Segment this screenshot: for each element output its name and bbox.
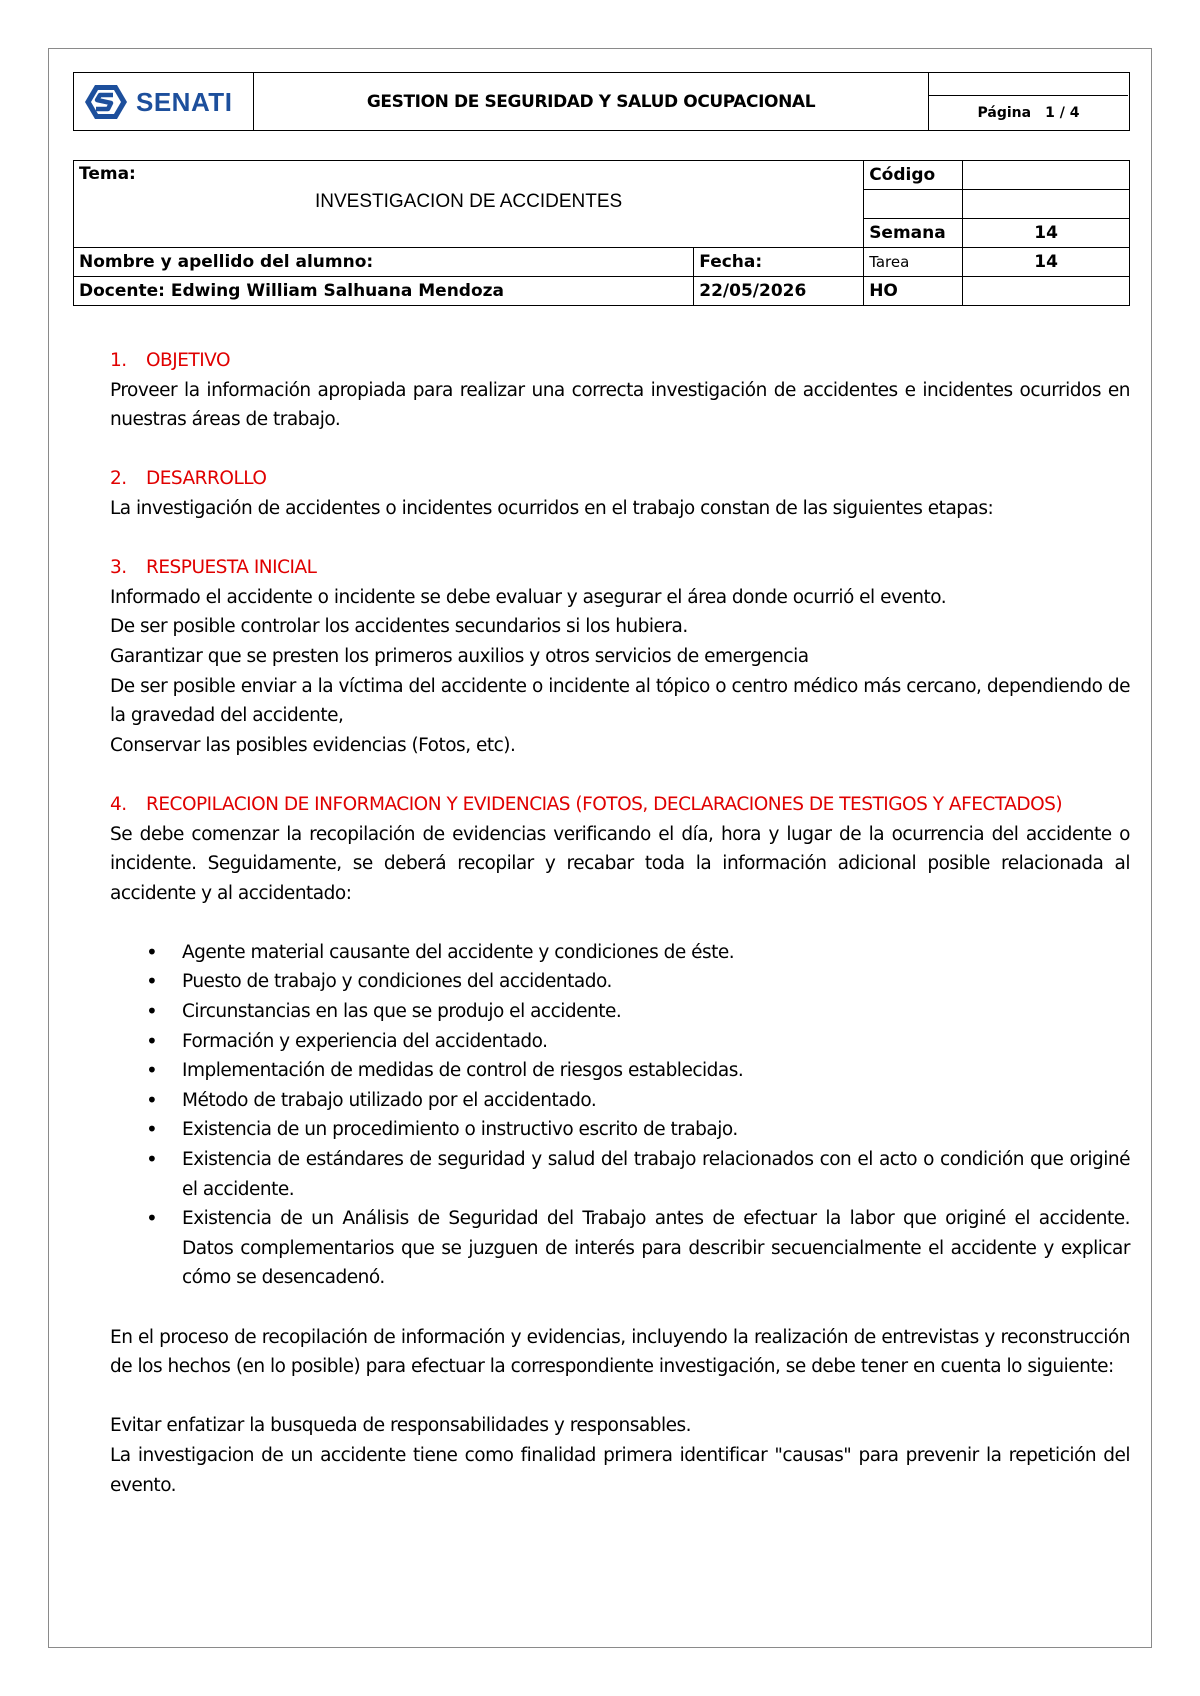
objetivo-text: Proveer la información apropiada para realizar una correcta investigación de accidentes e incidentes ocurridos en nuestras áreas de trabajo.: [110, 379, 1130, 431]
document-body: [110, 346, 1130, 1500]
respuesta-line: Garantizar que se presten los primeros auxilios y otros servicios de emergencia: [110, 645, 809, 667]
recopilacion-text: Se debe comenzar la recopilación de evidencias verificando el día, hora y lugar de la ocurrencia del accidente o incidente. Seguidamente, se deberá recopilar y recabar toda la información adicional posible relacionada al accidente y al accidentado:: [110, 823, 1130, 904]
header-right-top: [929, 73, 1128, 96]
fecha-value: 22/05/2026: [694, 277, 864, 306]
blank-cell: [864, 190, 963, 219]
section-title-recopilacion: 4. RECOPILACION DE INFORMACION Y EVIDENCIAS (FOTOS, DECLARACIONES DE TESTIGOS Y AFECTADOS): [110, 793, 1063, 815]
semana-label: Semana: [864, 219, 963, 248]
tarea-label: Tarea: [864, 248, 963, 277]
tema-cell: [74, 161, 864, 248]
codigo-label: Código: [864, 161, 963, 190]
senati-emblem-icon: [84, 83, 128, 121]
list-item: • Circunstancias en las que se produjo el accidente.: [146, 997, 1130, 1027]
logo-text: SENATI: [136, 86, 233, 117]
semana-value: 14: [963, 219, 1130, 248]
desarrollo-text: La investigación de accidentes o incidentes ocurridos en el trabajo constan de las siguientes etapas:: [110, 497, 994, 519]
section-title-objetivo: 1. OBJETIVO: [110, 350, 231, 371]
logo-cell: [74, 73, 254, 130]
list-item: • Existencia de estándares de seguridad y salud del trabajo relacionados con el acto o condición que originé el accidente.: [146, 1145, 1130, 1204]
list-item: • Formación y experiencia del accidentado.: [146, 1027, 1130, 1057]
section-title-respuesta-inicial: 3. RESPUESTA INICIAL: [110, 557, 317, 579]
evidence-list: [110, 938, 1130, 1293]
info-table: [73, 160, 1130, 306]
document-header: [73, 72, 1130, 131]
tema-label: Tema:: [79, 164, 136, 184]
respuesta-line: De ser posible controlar los accidentes secundarios si los hubiera.: [110, 616, 688, 638]
section-title-desarrollo: 2. DESARROLLO: [110, 468, 267, 490]
list-item: • Agente material causante del accidente y condiciones de éste.: [146, 938, 1130, 968]
document-title: INVESTIGACION DE ACCIDENTES: [314, 191, 623, 212]
fecha-label: Fecha:: [694, 248, 864, 277]
list-item: • Existencia de un procedimiento o instructivo escrito de trabajo.: [146, 1115, 1130, 1145]
page-indicator: [929, 96, 1128, 130]
respuesta-line: Conservar las posibles evidencias (Fotos, etc).: [110, 734, 516, 756]
tarea-value: 14: [963, 248, 1130, 277]
respuesta-line: Informado el accidente o incidente se debe evaluar y asegurar el área donde ocurrió el evento.: [110, 586, 947, 608]
page-label: Página: [977, 105, 1032, 121]
header-right-cell: [929, 73, 1128, 130]
ho-value: [963, 277, 1130, 306]
codigo-value: [963, 161, 1130, 190]
header-title: GESTION DE SEGURIDAD Y SALUD OCUPACIONAL: [254, 73, 929, 130]
blank-cell: [963, 190, 1130, 219]
senati-logo: [84, 83, 232, 121]
list-item: • Existencia de un Análisis de Seguridad del Trabajo antes de efectuar la labor que originé el accidente. Datos complementarios que se juzguen de interés para describir secuencialmente el accidente y explicar cómo se desencadenó.: [146, 1204, 1130, 1293]
list-item: • Método de trabajo utilizado por el accidentado.: [146, 1086, 1130, 1116]
list-item: • Puesto de trabajo y condiciones del accidentado.: [146, 967, 1130, 997]
finalidad-paragraph: La investigacion de un accidente tiene como finalidad primera identificar "causas" para prevenir la repetición del evento.: [110, 1444, 1130, 1496]
list-item: • Implementación de medidas de control de riesgos establecidas.: [146, 1056, 1130, 1086]
docente-label: Docente: Edwing William Salhuana Mendoza: [74, 277, 694, 306]
alumno-label: Nombre y apellido del alumno:: [74, 248, 694, 277]
page-value: 1 / 4: [1045, 105, 1080, 121]
respuesta-line: De ser posible enviar a la víctima del accidente o incidente al tópico o centro médico más cercano, dependiendo de la gravedad del accidente,: [110, 675, 1130, 727]
proceso-paragraph: En el proceso de recopilación de información y evidencias, incluyendo la realización de entrevistas y reconstrucción de los hechos (en lo posible) para efectuar la correspondiente investigación, se debe tener en cuenta lo siguiente:: [110, 1326, 1130, 1378]
evitar-paragraph: Evitar enfatizar la busqueda de responsabilidades y responsables.: [110, 1415, 691, 1437]
ho-label: HO: [864, 277, 963, 306]
